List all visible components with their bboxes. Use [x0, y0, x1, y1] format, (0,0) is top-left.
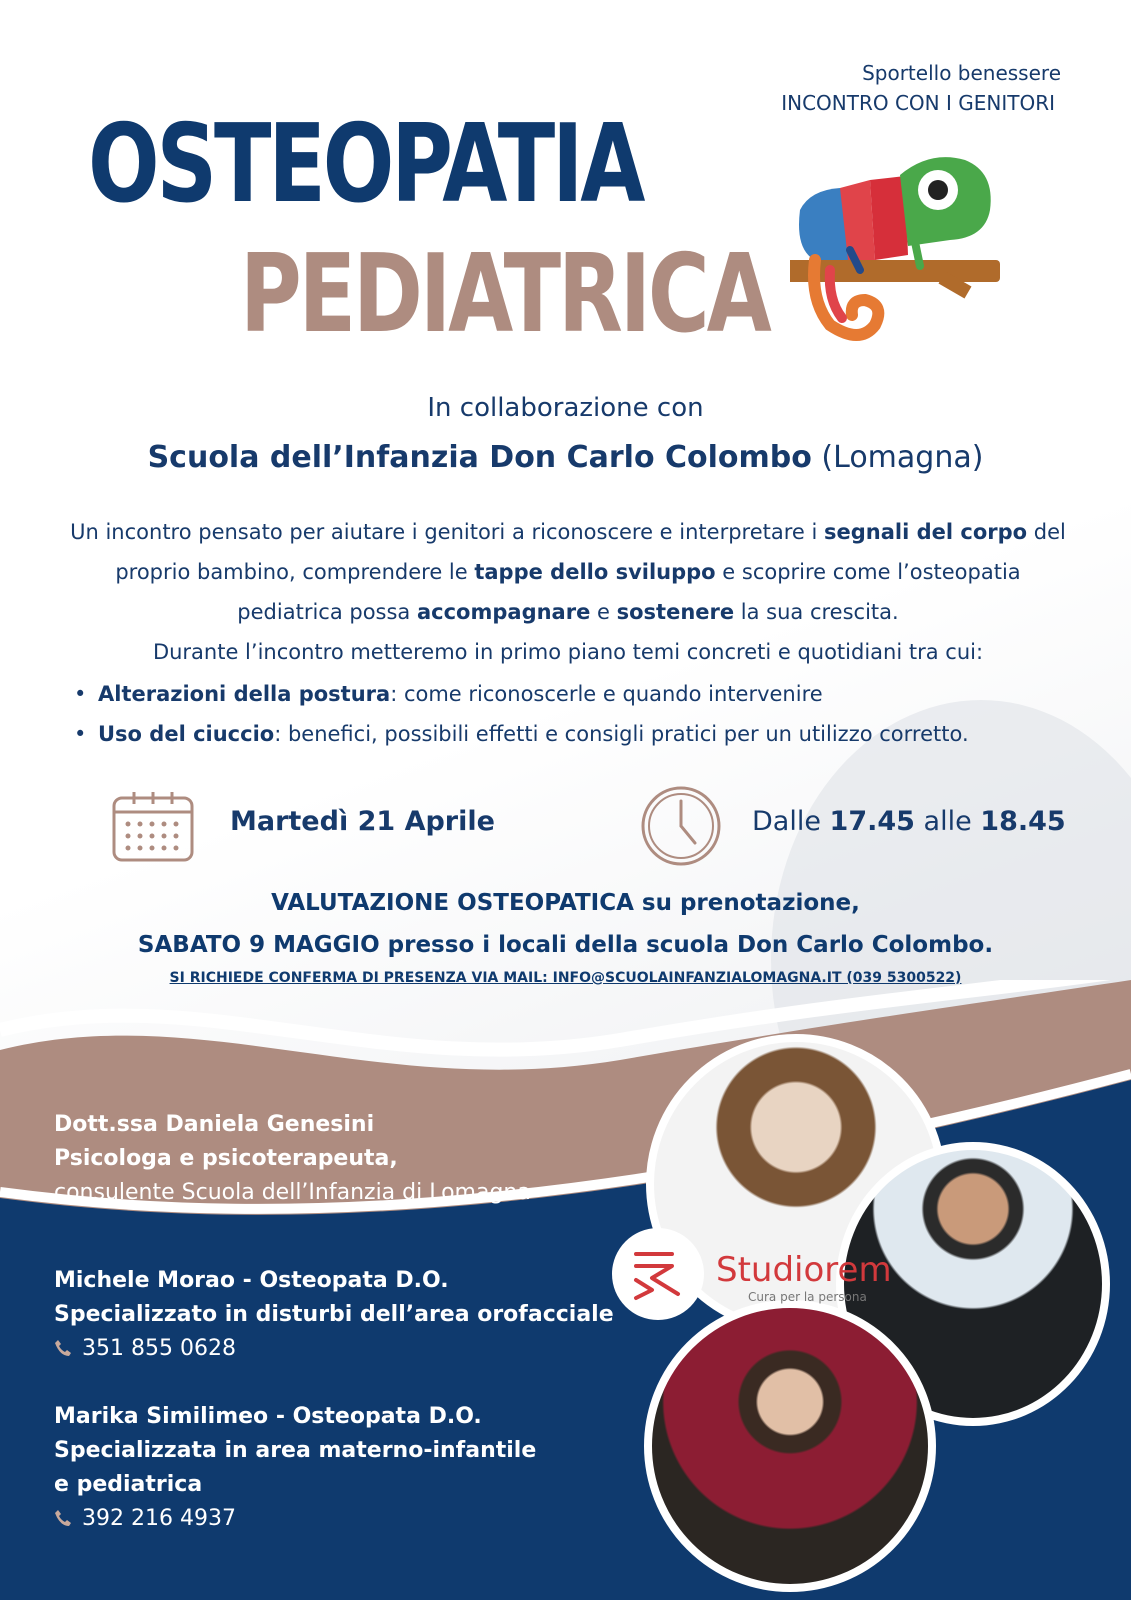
- event-date: Martedì 21 Aprile: [230, 806, 495, 837]
- event-time: [752, 806, 1066, 837]
- clock-icon: [640, 785, 722, 867]
- collaboration-label: In collaborazione con: [427, 393, 704, 423]
- title-line2: PEDIATRICA: [240, 232, 769, 357]
- speaker-role: Specializzato in disturbi dell’area orofacciale: [54, 1302, 614, 1327]
- time-from-label: Dalle: [752, 806, 830, 837]
- speaker-photo-3: [644, 1300, 936, 1592]
- speaker-1: [54, 1108, 531, 1210]
- calendar-icon: [112, 790, 194, 862]
- phone-number[interactable]: 351 855 0628: [82, 1336, 236, 1361]
- intro-text: [68, 512, 1068, 672]
- speaker-role: e pediatrica: [54, 1472, 203, 1497]
- intro-part: la sua crescita.: [734, 600, 899, 624]
- speaker-note: consulente Scuola dell’Infanzia di Lomagna: [54, 1180, 531, 1205]
- phone-icon: [54, 1509, 72, 1527]
- topic-text: : benefici, possibili effetti e consigli pratici per un utilizzo corretto.: [274, 722, 969, 746]
- intro-bold: tappe dello sviluppo: [474, 560, 716, 584]
- list-item: [70, 714, 969, 754]
- intro-bold: accompagnare: [416, 600, 591, 624]
- school-location: (Lomagna): [821, 440, 984, 475]
- topic-text: : come riconoscerle e quando intervenire: [390, 682, 823, 706]
- chameleon-illustration: [790, 150, 1010, 350]
- intro-part: del proprio bambino, comprendere le: [115, 520, 1066, 584]
- list-item: [70, 674, 969, 714]
- intro-bold: segnali del corpo: [824, 520, 1028, 544]
- school-line: [0, 440, 1131, 475]
- studiorem-name: Studiorem: [716, 1250, 892, 1290]
- kicker: [781, 58, 1061, 118]
- speaker-phone: [54, 1332, 614, 1366]
- topic-title: Uso del ciuccio: [98, 722, 275, 746]
- speaker-role: Specializzata in area materno-infantile: [54, 1438, 537, 1463]
- school-name: Scuola dell’Infanzia Don Carlo Colombo: [147, 440, 812, 475]
- studiorem-tagline: Cura per la persona: [748, 1290, 867, 1304]
- kicker-line2: INCONTRO CON I GENITORI: [781, 91, 1055, 115]
- kicker-line1: Sportello benessere: [862, 61, 1061, 85]
- intro-part: e scoprire come l’osteopatia pediatrica possa: [237, 560, 1021, 624]
- speaker-name: Michele Morao - Osteopata D.O.: [54, 1268, 449, 1293]
- title-line1: OSTEOPATIA: [88, 102, 643, 227]
- intro-part: e: [590, 600, 617, 624]
- valutazione-line1: VALUTAZIONE OSTEOPATICA su prenotazione,: [271, 890, 860, 916]
- time-from: 17.45: [829, 806, 915, 837]
- speaker-phone: [54, 1502, 536, 1536]
- topic-title: Alterazioni della postura: [98, 682, 391, 706]
- speaker-role: Psicologa e psicoterapeuta,: [54, 1146, 398, 1171]
- studiorem-logo: [612, 1228, 704, 1320]
- intro-paragraph-2: Durante l’incontro metteremo in primo piano temi concreti e quotidiani tra cui:: [152, 640, 984, 664]
- speaker-name: Marika Similimeo - Osteopata D.O.: [54, 1404, 482, 1429]
- speaker-3: [54, 1400, 536, 1536]
- topics-list: [70, 674, 969, 754]
- phone-number[interactable]: 392 216 4937: [82, 1506, 236, 1531]
- speaker-2: [54, 1264, 614, 1366]
- time-to-label: alle: [914, 806, 981, 837]
- intro-part: Un incontro pensato per aiutare i genitori a riconoscere e interpretare i: [70, 520, 825, 544]
- intro-bold: sostenere: [616, 600, 735, 624]
- speaker-name: Dott.ssa Daniela Genesini: [54, 1112, 375, 1137]
- time-to: 18.45: [980, 806, 1066, 837]
- confirmation-link[interactable]: SI RICHIEDE CONFERMA DI PRESENZA VIA MAIL: INFO@SCUOLAINFANZIALOMAGNA.IT (039 5300522): [169, 970, 962, 986]
- phone-icon: [54, 1339, 72, 1357]
- studiorem-logo-mark: [612, 1228, 704, 1320]
- valutazione-line2: SABATO 9 MAGGIO presso i locali della scuola Don Carlo Colombo.: [137, 932, 994, 958]
